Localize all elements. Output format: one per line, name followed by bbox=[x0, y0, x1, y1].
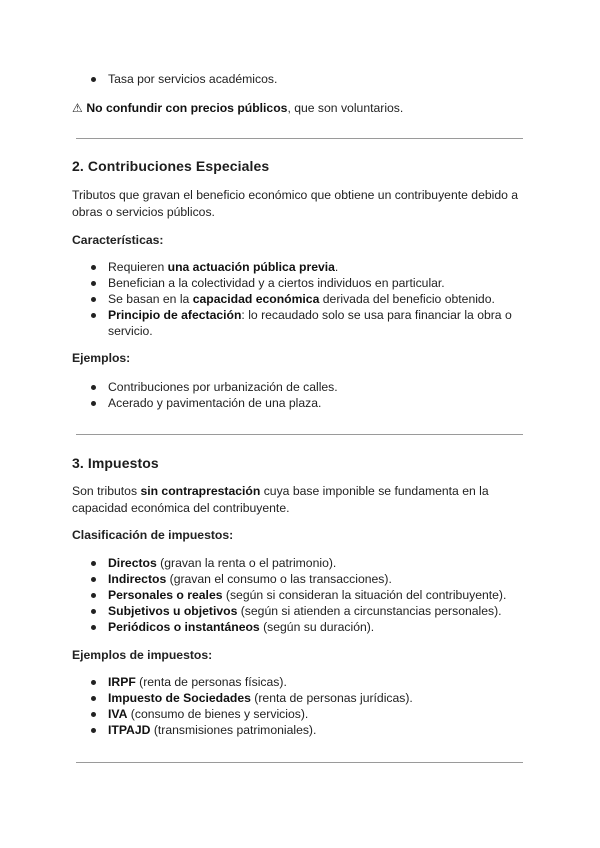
section-heading: 2. Contribuciones Especiales bbox=[72, 158, 270, 174]
bullet-icon bbox=[91, 401, 96, 406]
list-item: Se basan en la capacidad económica derivada del beneficio obtenido. bbox=[72, 291, 522, 307]
bullet-icon bbox=[91, 680, 96, 685]
characteristics-label: Características: bbox=[72, 233, 164, 247]
divider bbox=[76, 434, 523, 435]
list-item: Tasa por servicios académicos. bbox=[72, 71, 522, 87]
tax-examples-list bbox=[72, 674, 522, 738]
bullet-icon bbox=[91, 577, 96, 582]
list-item: Contribuciones por urbanización de calles. bbox=[72, 379, 522, 395]
examples-label: Ejemplos: bbox=[72, 351, 131, 365]
bullet-icon bbox=[91, 712, 96, 717]
list-item: Periódicos o instantáneos (según su duración). bbox=[72, 619, 522, 635]
warning-icon: ⚠ bbox=[72, 101, 83, 115]
list-item: Personales o reales (según si consideran la situación del contribuyente). bbox=[72, 587, 522, 603]
divider bbox=[76, 138, 523, 139]
bullet-icon bbox=[91, 265, 96, 270]
bullet-icon bbox=[91, 625, 96, 630]
bullet-icon bbox=[91, 696, 96, 701]
section-intro: Son tributos sin contraprestación cuya base imponible se fundamenta en la capacidad económica del contribuyente. bbox=[72, 484, 489, 515]
section-heading: 3. Impuestos bbox=[72, 455, 159, 471]
bullet-icon bbox=[91, 281, 96, 286]
list-item: Directos (gravan la renta o el patrimonio). bbox=[72, 555, 522, 571]
section-intro: Tributos que gravan el beneficio económico que obtiene un contribuyente debido a obras o servicios públicos. bbox=[72, 188, 519, 219]
bullet-icon bbox=[91, 609, 96, 614]
bullet-icon bbox=[91, 728, 96, 733]
list-item: IVA (consumo de bienes y servicios). bbox=[72, 706, 522, 722]
bullet-icon bbox=[91, 77, 96, 82]
tax-examples-label: Ejemplos de impuestos: bbox=[72, 648, 213, 662]
bullet-icon bbox=[91, 385, 96, 390]
list-item: Acerado y pavimentación de una plaza. bbox=[72, 395, 522, 411]
list-item: Indirectos (gravan el consumo o las transacciones). bbox=[72, 571, 522, 587]
list-item: Principio de afectación: lo recaudado solo se usa para financiar la obra o servicio. bbox=[72, 307, 522, 339]
list-item: Impuesto de Sociedades (renta de personas jurídicas). bbox=[72, 690, 522, 706]
bullet-icon bbox=[91, 561, 96, 566]
list-item: Requieren una actuación pública previa. bbox=[72, 259, 522, 275]
classification-list bbox=[72, 555, 522, 635]
list-item: Subjetivos u objetivos (según si atienden a circunstancias personales). bbox=[72, 603, 522, 619]
bullet-icon bbox=[91, 313, 96, 318]
top-bullet-list bbox=[72, 71, 522, 87]
list-item: IRPF (renta de personas físicas). bbox=[72, 674, 522, 690]
classification-label: Clasificación de impuestos: bbox=[72, 528, 234, 542]
characteristics-list bbox=[72, 259, 522, 339]
list-item: Benefician a la colectividad y a ciertos individuos en particular. bbox=[72, 275, 522, 291]
warning-note: ⚠ No confundir con precios públicos, que son voluntarios. bbox=[72, 101, 404, 115]
divider bbox=[76, 762, 523, 763]
bullet-icon bbox=[91, 593, 96, 598]
bullet-icon bbox=[91, 297, 96, 302]
list-item: ITPAJD (transmisiones patrimoniales). bbox=[72, 722, 522, 738]
examples-list bbox=[72, 379, 522, 411]
